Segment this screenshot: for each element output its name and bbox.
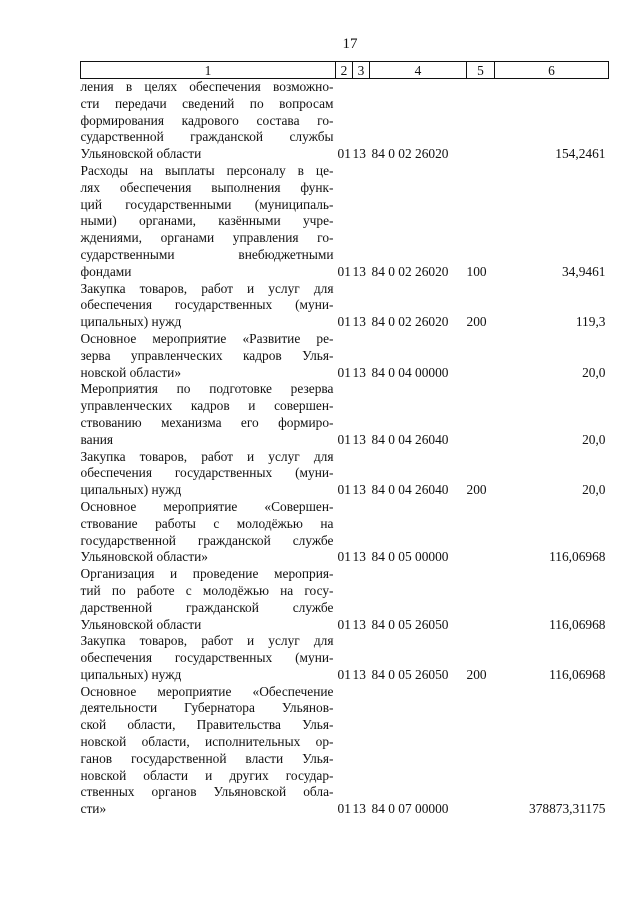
- subsection-code: 13: [352, 263, 366, 279]
- description-line: ждениями, органами управления го-: [80, 230, 334, 246]
- section-code: 01: [337, 616, 351, 632]
- description-line: ными) органами, казёнными учре-: [80, 213, 334, 229]
- budget-table: [80, 61, 609, 818]
- description-line: ления в целях обеспечения возможно-: [80, 79, 334, 94]
- description-line: тий по работе с молодёжью на госу-: [80, 582, 334, 598]
- subsection-code: 13: [352, 666, 366, 682]
- description-line: ципальных) нужд: [80, 314, 182, 330]
- description-line: Основное мероприятие «Обеспечение: [80, 683, 334, 699]
- description-line: сударственными внебюджетными: [80, 246, 334, 262]
- description-line: Ульяновской области»: [80, 549, 208, 565]
- description-line: ствование работы с молодёжью на: [80, 515, 334, 531]
- target-article-code: 84 0 07 00000: [371, 801, 449, 817]
- description-line: сти»: [80, 801, 107, 817]
- subsection-code: 13: [352, 364, 366, 380]
- description-line: управленческих кадров и совершен-: [80, 398, 334, 414]
- description-line: ственных органов Ульяновской обла-: [80, 784, 334, 800]
- description-line: ципальных) нужд: [80, 666, 182, 682]
- description-line: обеспечения государственных (муни-: [80, 650, 334, 666]
- table-row: [81, 281, 609, 331]
- table-body: [81, 79, 609, 819]
- description-line: ской области, Правительства Улья-: [80, 717, 334, 733]
- page-number: 17: [342, 36, 358, 52]
- description-line: дарственной гражданской службе: [80, 599, 334, 615]
- row-description: [81, 331, 336, 381]
- row-description: [81, 499, 336, 566]
- description-line: Ульяновской области: [80, 616, 202, 632]
- subsection-code: 13: [352, 146, 366, 162]
- target-article-code: 84 0 04 00000: [371, 364, 449, 380]
- table-row: [81, 163, 609, 281]
- expense-type-code: [467, 566, 495, 633]
- target-article-code: 84 0 02 26020: [371, 314, 449, 330]
- section-code: 01: [337, 314, 351, 330]
- row-description: [81, 633, 336, 683]
- amount-value: 20,0: [582, 431, 606, 447]
- header-col-1: 1: [81, 62, 336, 79]
- amount-value: 378873,31175: [529, 801, 606, 817]
- amount-value: 34,9461: [561, 263, 606, 279]
- description-line: ствованию механизма его формиро-: [80, 414, 334, 430]
- amount-value: 20,0: [582, 482, 606, 498]
- subsection-code: 13: [352, 431, 366, 447]
- amount-value: 154,2461: [555, 146, 606, 162]
- target-article-code: 84 0 05 00000: [371, 549, 449, 565]
- table-row: [81, 449, 609, 499]
- table-row: [81, 381, 609, 448]
- target-article-code: 84 0 02 26020: [371, 263, 449, 279]
- row-description: [81, 281, 336, 331]
- description-line: Организация и проведение мероприя-: [80, 566, 334, 582]
- description-line: зерва управленческих кадров Улья-: [80, 347, 334, 363]
- subsection-code: 13: [352, 616, 366, 632]
- description-line: фондами: [80, 263, 132, 279]
- subsection-code: 13: [352, 549, 366, 565]
- description-line: новской области, исполнительных ор-: [80, 734, 334, 750]
- description-line: Основное мероприятие «Совершен-: [80, 498, 334, 514]
- expense-type-code: [467, 381, 495, 448]
- expense-type-code: [467, 684, 495, 818]
- description-line: Мероприятия по подготовке резерва: [80, 381, 334, 397]
- table-row: [81, 684, 609, 818]
- description-line: обеспечения государственных (муни-: [80, 297, 334, 313]
- subsection-code: 13: [352, 801, 366, 817]
- section-code: 01: [337, 431, 351, 447]
- target-article-code: 84 0 05 26050: [371, 666, 449, 682]
- row-description: [81, 449, 336, 499]
- description-line: обеспечения государственных (муни-: [80, 465, 334, 481]
- description-line: сти передачи сведений по вопросам: [80, 95, 334, 111]
- header-col-3: 3: [353, 62, 370, 79]
- section-code: 01: [337, 482, 351, 498]
- row-description: [81, 79, 336, 163]
- description-line: сударственной гражданской службы: [80, 129, 334, 145]
- table-row: [81, 499, 609, 566]
- expense-type-code: 200: [466, 314, 487, 330]
- subsection-code: 13: [352, 482, 366, 498]
- target-article-code: 84 0 04 26040: [371, 482, 449, 498]
- header-col-6: 6: [495, 62, 609, 79]
- row-description: [81, 381, 336, 448]
- expense-type-code: 100: [466, 263, 487, 279]
- description-line: государственной гражданской службе: [80, 532, 334, 548]
- expense-type-code: 200: [466, 482, 487, 498]
- description-line: лях обеспечения выполнения функ-: [80, 179, 334, 195]
- description-line: Ульяновской области: [80, 146, 202, 162]
- table-row: [81, 331, 609, 381]
- subsection-code: 13: [352, 314, 366, 330]
- description-line: Расходы на выплаты персоналу в це-: [80, 162, 334, 178]
- expense-type-code: 200: [466, 666, 487, 682]
- table-row: [81, 79, 609, 163]
- description-line: вания: [80, 431, 114, 447]
- description-line: Закупка товаров, работ и услуг для: [80, 633, 334, 649]
- section-code: 01: [337, 263, 351, 279]
- description-line: ганов государственной власти Улья-: [80, 750, 334, 766]
- amount-value: 119,3: [575, 314, 606, 330]
- section-code: 01: [337, 549, 351, 565]
- amount-value: 20,0: [582, 364, 606, 380]
- description-line: Закупка товаров, работ и услуг для: [80, 280, 334, 296]
- expense-type-code: [467, 331, 495, 381]
- table-row: [81, 566, 609, 633]
- row-description: [81, 684, 336, 818]
- table-header-row: [81, 62, 609, 79]
- description-line: формирования кадрового состава го-: [80, 112, 334, 128]
- amount-value: 116,06968: [549, 666, 606, 682]
- description-line: деятельности Губернатора Ульянов-: [80, 700, 334, 716]
- row-description: [81, 163, 336, 281]
- description-line: новской области и других государ-: [80, 767, 334, 783]
- description-line: ципальных) нужд: [80, 482, 182, 498]
- amount-value: 116,06968: [549, 549, 606, 565]
- table-row: [81, 633, 609, 683]
- row-description: [81, 566, 336, 633]
- header-col-4: 4: [370, 62, 467, 79]
- expense-type-code: [467, 499, 495, 566]
- expense-type-code: [467, 79, 495, 163]
- target-article-code: 84 0 05 26050: [371, 616, 449, 632]
- target-article-code: 84 0 04 26040: [371, 431, 449, 447]
- description-line: новской области»: [80, 364, 182, 380]
- section-code: 01: [337, 666, 351, 682]
- header-col-2: 2: [336, 62, 353, 79]
- target-article-code: 84 0 02 26020: [371, 146, 449, 162]
- description-line: Закупка товаров, работ и услуг для: [80, 448, 334, 464]
- header-col-5: 5: [467, 62, 495, 79]
- description-line: Основное мероприятие «Развитие ре-: [80, 330, 334, 346]
- section-code: 01: [337, 146, 351, 162]
- section-code: 01: [337, 801, 351, 817]
- amount-value: 116,06968: [549, 616, 606, 632]
- section-code: 01: [337, 364, 351, 380]
- description-line: ций государственными (муниципаль-: [80, 196, 334, 212]
